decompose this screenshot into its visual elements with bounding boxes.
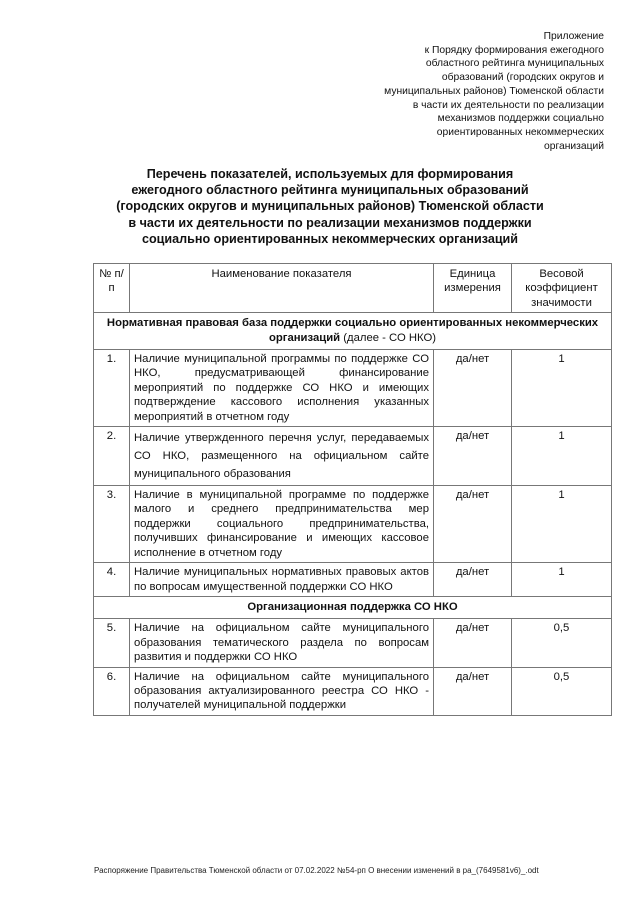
indicator-name: Наличие утвержденного перечня услуг, передаваемых СО НКО, размещенного на официальном сайте муниципального образования [130, 427, 434, 486]
row-number: 5. [94, 619, 130, 667]
table-row [94, 350, 612, 427]
unit-cell: да/нет [434, 486, 512, 563]
title-line: ежегодного областного рейтинга муниципальных образований [131, 183, 529, 198]
section-heading [94, 313, 612, 350]
indicators-table [93, 263, 612, 716]
appendix-line: к Порядку формирования ежегодного [424, 44, 604, 56]
section-row-organizational [94, 596, 612, 618]
document-title [60, 166, 600, 247]
appendix-line: организаций [544, 140, 604, 152]
table-row [94, 563, 612, 597]
weight-cell: 1 [512, 350, 612, 427]
row-number: 3. [94, 486, 130, 563]
unit-cell: да/нет [434, 427, 512, 486]
weight-cell: 1 [512, 486, 612, 563]
weight-cell: 0,5 [512, 619, 612, 667]
indicator-name: Наличие муниципальных нормативных правовых актов по вопросам имущественной поддержки СО НКО [130, 563, 434, 597]
table-row [94, 486, 612, 563]
row-number: 6. [94, 667, 130, 715]
table-row [94, 427, 612, 486]
footer-document-reference: Распоряжение Правительства Тюменской области от 07.02.2022 №54-рп О внесении изменений в ра_(7649581v6)_.odt [94, 866, 539, 875]
appendix-line: в части их деятельности по реализации [412, 99, 604, 111]
appendix-block [330, 30, 604, 153]
table-row [94, 619, 612, 667]
row-number: 2. [94, 427, 130, 486]
unit-cell: да/нет [434, 619, 512, 667]
title-line: социально ориентированных некоммерческих организаций [141, 231, 519, 246]
row-number: 1. [94, 350, 130, 427]
unit-cell: да/нет [434, 563, 512, 597]
section-suffix: (далее - СО НКО) [340, 331, 437, 344]
appendix-line: образований (городских округов и [441, 72, 604, 84]
weight-cell: 1 [512, 563, 612, 597]
appendix-line: механизмов поддержки социально [437, 113, 604, 125]
weight-cell: 0,5 [512, 667, 612, 715]
title-line: (городских округов и муниципальных районов) Тюменской области [116, 199, 544, 214]
appendix-line: ориентированных некоммерческих [436, 126, 604, 138]
row-number: 4. [94, 563, 130, 597]
appendix-line: муниципальных районов) Тюменской области [384, 85, 604, 97]
header-name: Наименование показателя [130, 264, 434, 313]
section-row-normative [94, 313, 612, 350]
title-line: Перечень показателей, используемых для формирования [146, 167, 514, 181]
weight-cell: 1 [512, 427, 612, 486]
appendix-line: областного рейтинга муниципальных [425, 58, 604, 70]
header-weight: Весовой коэффициент значимости [512, 264, 612, 313]
table-header-row [94, 264, 612, 313]
header-unit: Единица измерения [434, 264, 512, 313]
section-title: Нормативная правовая база поддержки социально ориентированных некоммерческих организаций [106, 317, 599, 344]
indicator-name: Наличие в муниципальной программе по поддержке малого и среднего предпринимательства мер поддержки социального предпринимательства, получивших финансирование и имеющих кассовое исполнение в отчетном году [130, 486, 434, 563]
section-heading: Организационная поддержка СО НКО [94, 596, 612, 618]
title-line: в части их деятельности по реализации механизмов поддержки [128, 215, 532, 230]
indicator-name: Наличие муниципальной программы по поддержке СО НКО, предусматривающей финансирование мероприятий по поддержке СО НКО и имеющих подтверждение кассового исполнения указанных мероприятий в отчетном году [130, 350, 434, 427]
unit-cell: да/нет [434, 667, 512, 715]
unit-cell: да/нет [434, 350, 512, 427]
indicator-name: Наличие на официальном сайте муниципального образования тематического раздела по вопросам развития и поддержки СО НКО [130, 619, 434, 667]
appendix-line: Приложение [543, 31, 604, 42]
indicator-name: Наличие на официальном сайте муниципального образования актуализированного реестра СО НКО - получателей муниципальной поддержки [130, 667, 434, 715]
header-num: № п/п [94, 264, 130, 313]
table-row [94, 667, 612, 715]
